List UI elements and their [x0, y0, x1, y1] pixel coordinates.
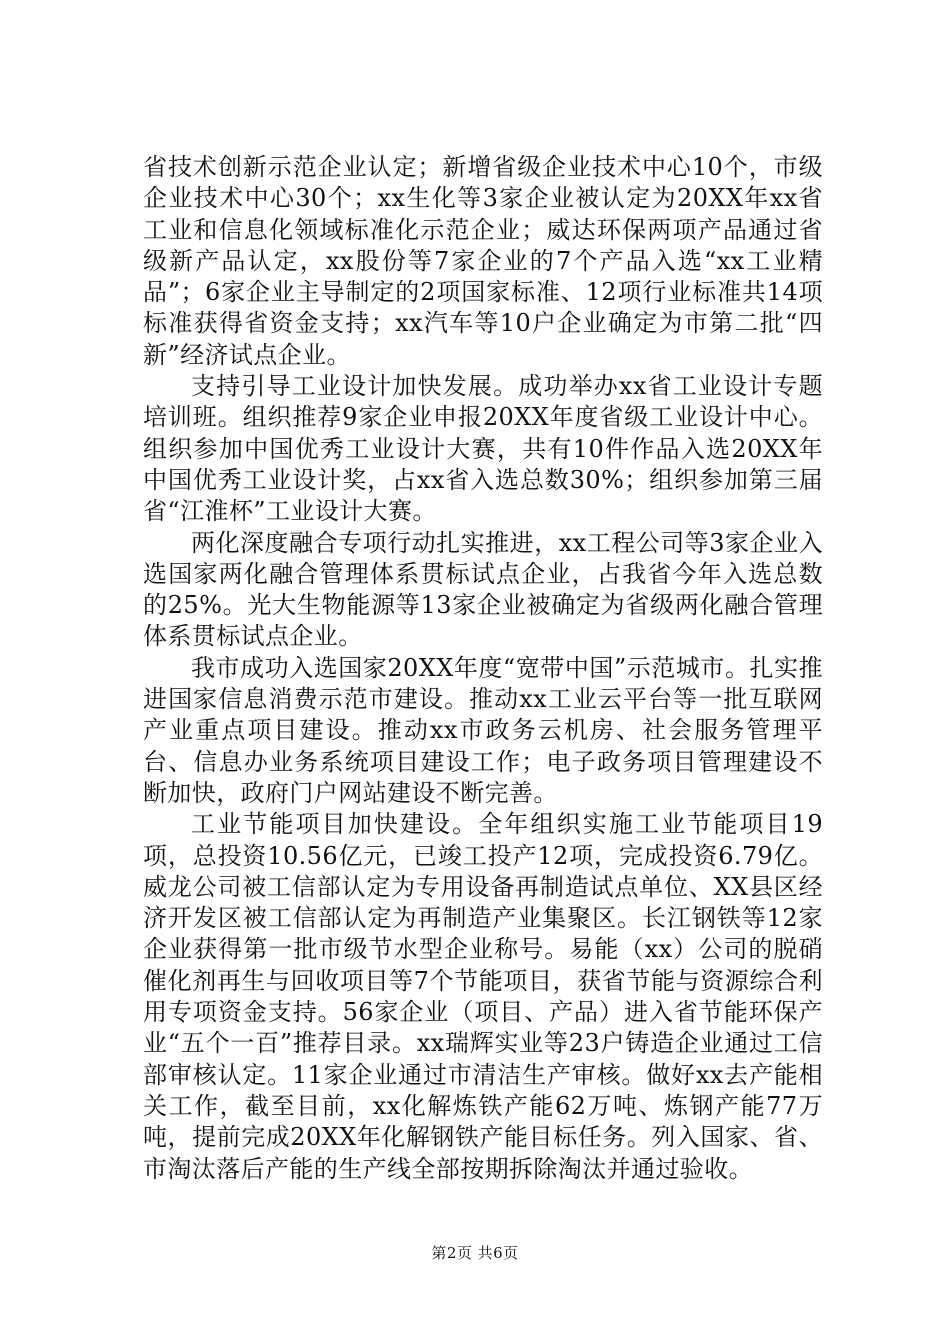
page-number-footer: 第2页 共6页	[431, 1244, 519, 1262]
paragraph-energy-saving: 工业节能项目加快建设。全年组织实施工业节能项目19项，总投资10.56亿元，已竣工投产12项，完成投资6.79亿。威龙公司被工信部认定为专用设备再制造试点单位、XX县区经济开发区被工信部认定为再制造产业集聚区。长江钢铁等12家企业获得第一批市级节水型企业称号。易能（xx）公司的脱硝催化剂再生与回收项目等7个节能项目，获省节能与资源综合利用专项资金支持。56家企业（项目、产品）进入省节能环保产业“五个一百”推荐目录。xx瑞辉实业等23户铸造企业通过工信部审核认定。11家企业通过市清洁生产审核。做好xx去产能相关工作，截至目前，xx化解炼铁产能62万吨、炼钢产能77万吨，提前完成20XX年化解钢铁产能目标任务。列入国家、省、市淘汰落后产能的生产线全部按期拆除淘汰并通过验收。	[143, 810, 823, 1183]
paragraph-broadband-china: 我市成功入选国家20XX年度“宽带中国”示范城市。扎实推进国家信息消费示范市建设。推动xx工业云平台等一批互联网产业重点项目建设。推动xx市政务云机房、社会服务管理平台、信息办业务系统项目建设工作；电子政务项目管理建设不断加快，政府门户网站建设不断完善。	[143, 653, 823, 807]
paragraph-two-integration: 两化深度融合专项行动扎实推进，xx工程公司等3家企业入选国家两化融合管理体系贯标试点企业，占我省今年入选总数的25%。光大生物能源等13家企业被确定为省级两化融合管理体系贯标试点企业。	[143, 528, 823, 651]
paragraph-continued-enterprise-recognition: 省技术创新示范企业认定；新增省级企业技术中心10个，市级企业技术中心30个；xx生化等3家企业被认定为20XX年xx省工业和信息化领域标准化示范企业；威达环保两项产品通过省级新产品认定，xx股份等7家企业的7个产品入选“xx工业精品”；6家企业主导制定的2项国家标准、12项行业标准共14项标准获得省资金支持；xx汽车等10户企业确定为市第二批“四新”经济试点企业。	[143, 153, 823, 369]
paragraph-industrial-design: 支持引导工业设计加快发展。成功举办xx省工业设计专题培训班。组织推荐9家企业申报20XX年度省级工业设计中心。组织参加中国优秀工业设计大赛，共有10件作品入选20XX年中国优秀工业设计奖，占xx省入选总数30%；组织参加第三届省“江淮杯”工业设计大赛。	[143, 372, 823, 526]
document-body	[143, 152, 823, 1185]
